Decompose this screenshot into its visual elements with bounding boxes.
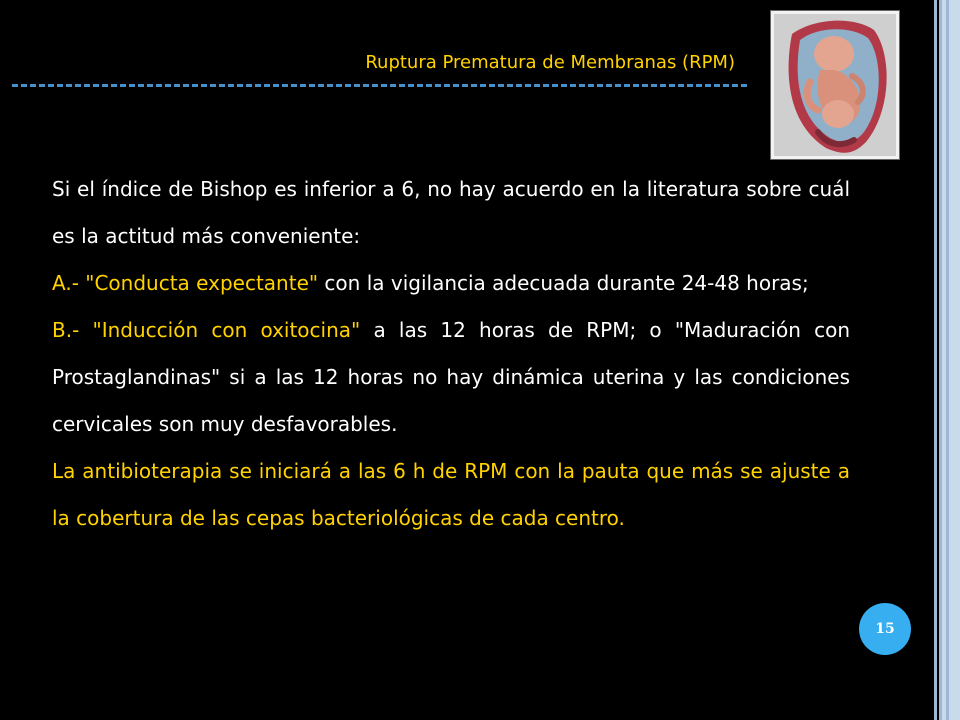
title-divider: [12, 84, 747, 87]
slide-title: Ruptura Prematura de Membranas (RPM): [365, 52, 735, 73]
page-number-badge: 15: [859, 603, 911, 655]
option-a-highlight: "Conducta expectante": [85, 271, 319, 295]
right-border-stripes: [920, 0, 960, 720]
intro-paragraph: Si el índice de Bishop es inferior a 6, no hay acuerdo en la literatura sobre cuál es la actitud más conveniente:: [52, 177, 850, 248]
fetus-illustration: [771, 11, 899, 159]
option-b-highlight-2: "Maduración con Prostaglandinas": [52, 318, 851, 389]
option-a-paragraph: [52, 260, 850, 307]
option-b-text-middle: a las 12 horas de RPM; o: [360, 318, 675, 342]
option-b-prefix: B.-: [52, 318, 93, 342]
slide-body: [52, 166, 850, 542]
option-a-prefix: A.-: [52, 271, 86, 295]
option-b-highlight-1: "Inducción con oxitocina": [92, 318, 361, 342]
option-b-paragraph: [52, 307, 850, 448]
closing-paragraph: La antibioterapia se iniciará a las 6 h de RPM con la pauta que más se ajuste a la cobertura de las cepas bacteriológicas de cada centro.: [52, 459, 850, 530]
option-a-text: con la vigilancia adecuada durante 24-48 horas;: [318, 271, 809, 295]
option-b-text: si a las 12 horas no hay dinámica uterina y las condiciones cervicales son muy desfavorables.: [52, 365, 850, 436]
fetus-in-uterus-icon: [774, 14, 896, 156]
